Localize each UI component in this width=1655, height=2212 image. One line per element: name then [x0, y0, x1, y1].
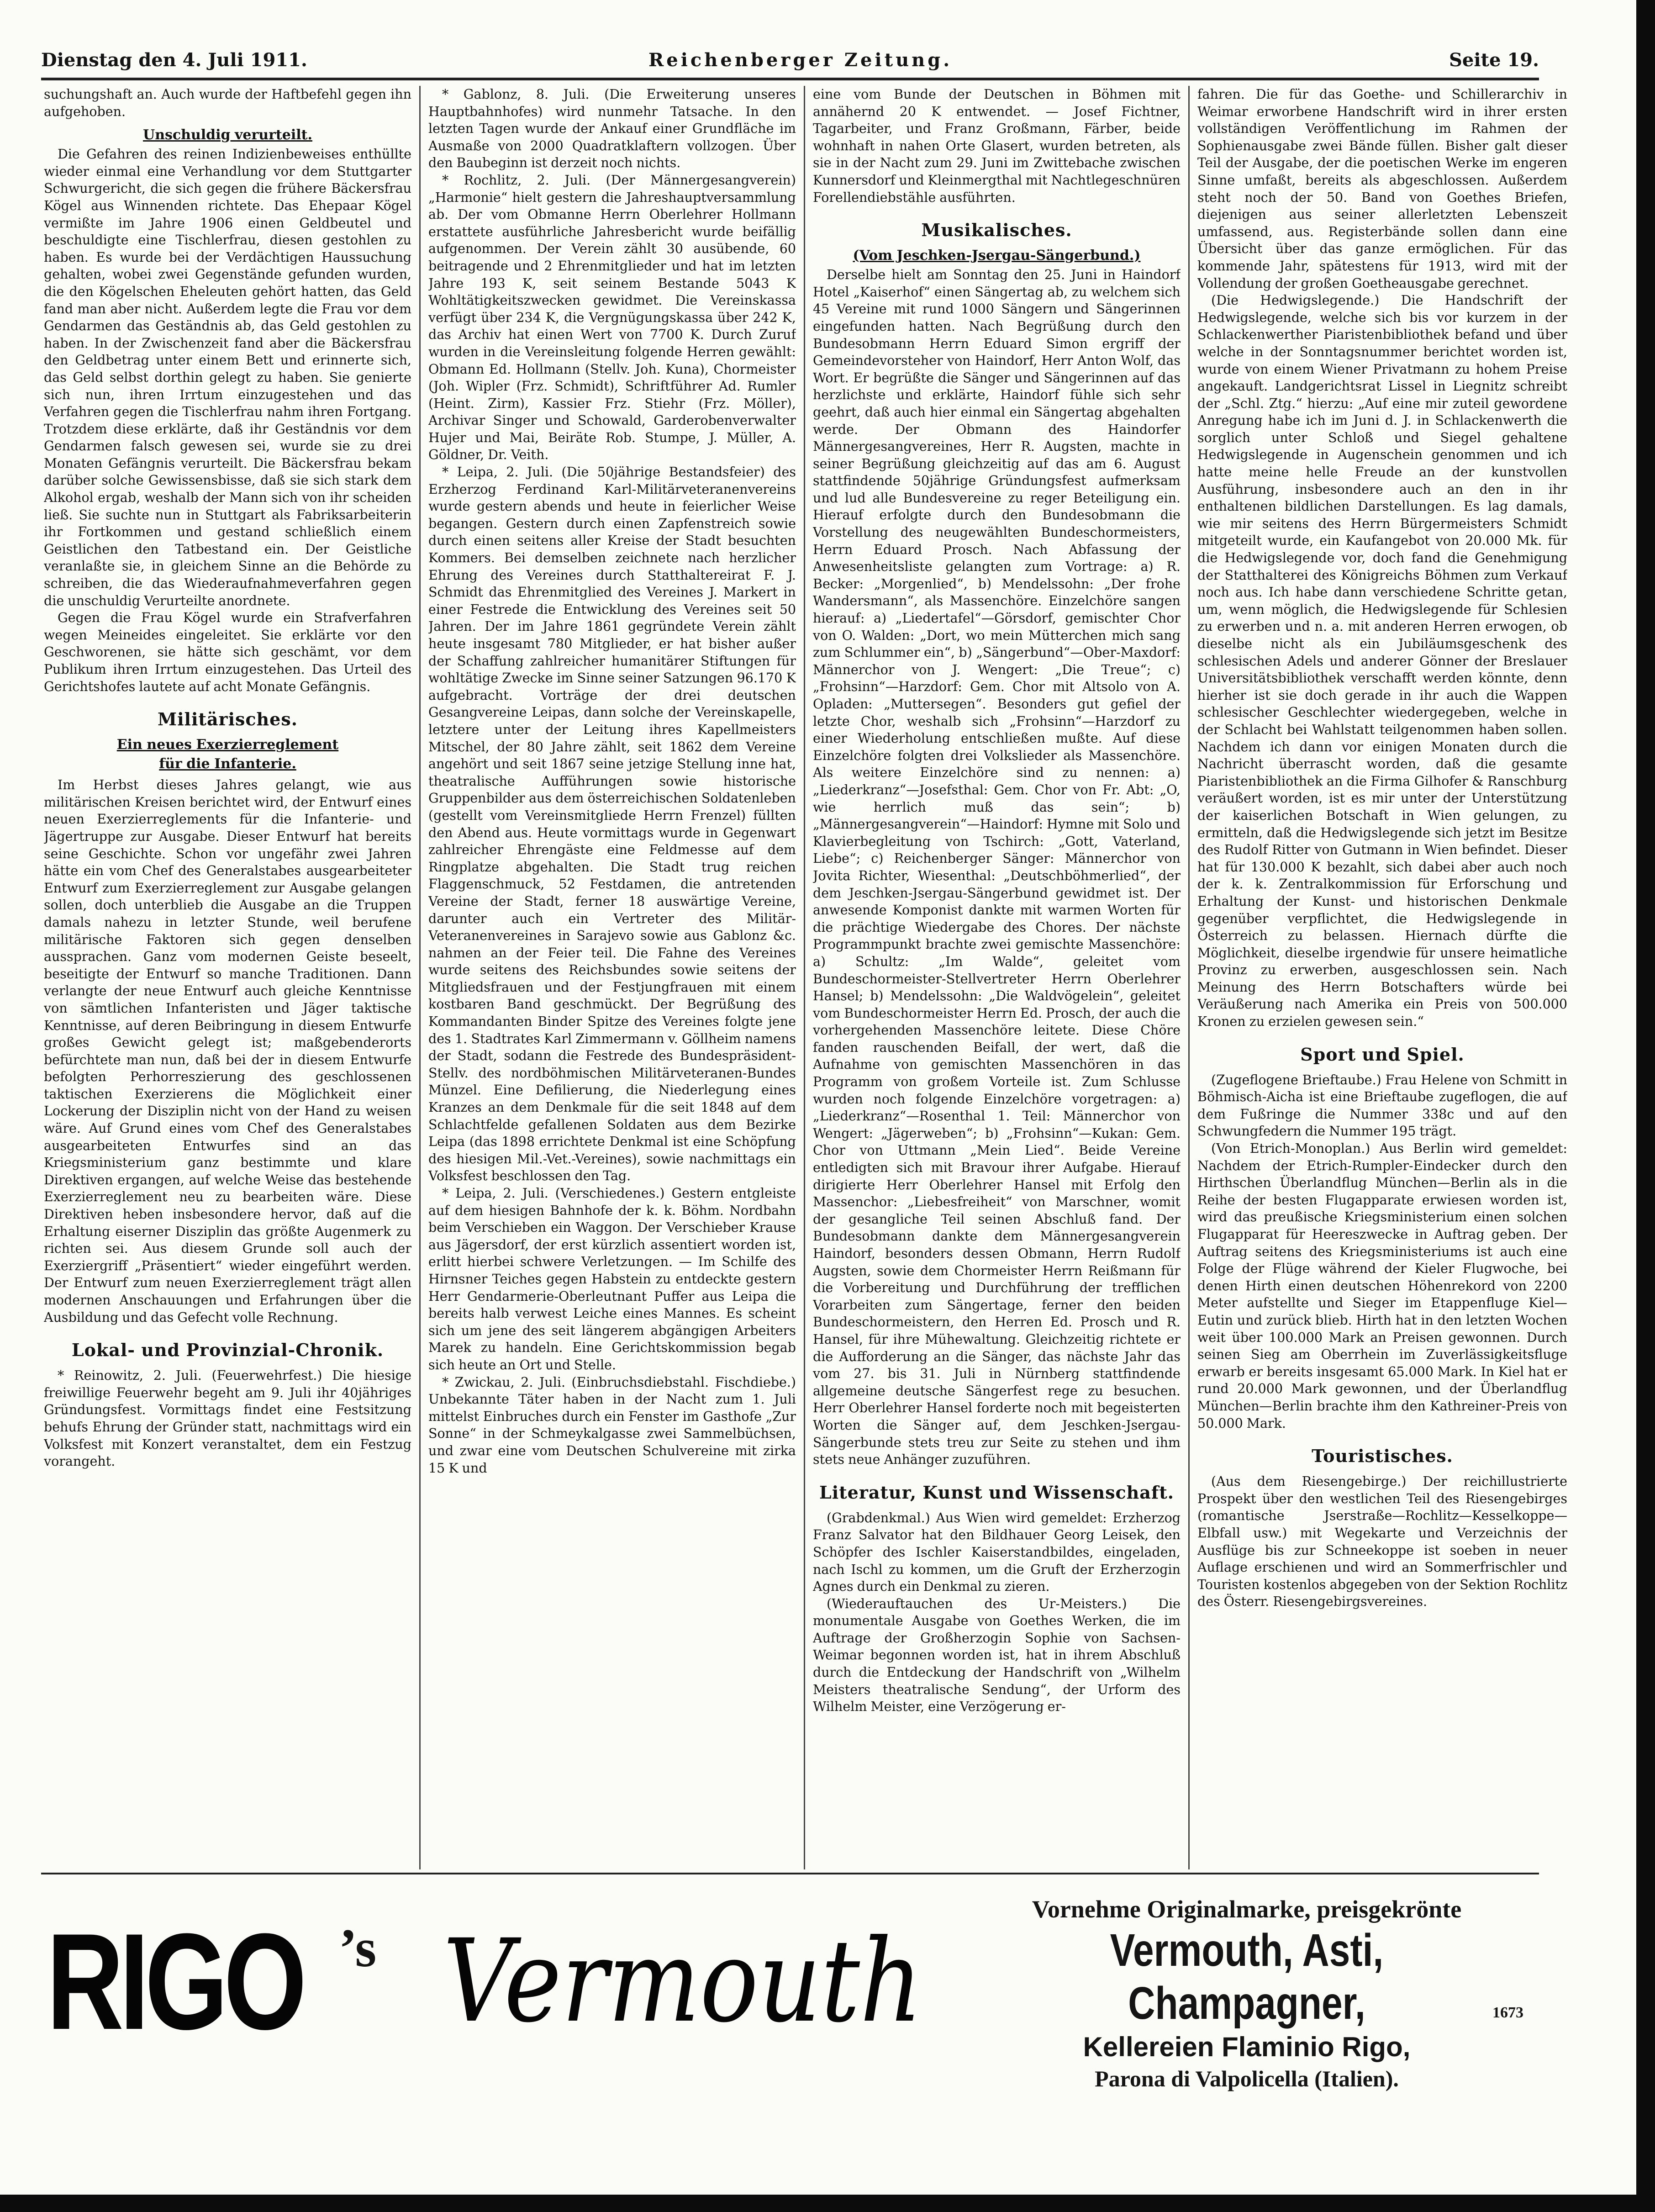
article-continuation: fahren. Die für das Goethe- und Schillerarchiv in Weimar erworbene Handschrift wird in ihrer ersten vollständigen Veröffentlichung im Rahmen der Sophienausgabe zwei Bände füllen. Bisher galt dieser Teil der Ausgabe, der die poetischen Werke im engeren Sinne umfaßt, bereits als abgeschlossen. Außerdem steht noch der 50. Band von Goethes Briefen, diejenigen aus seiner allerletzten Lebenszeit umfassend, aus. Registerbände sollen dann eine Übersicht über das ganze ermöglichen. Für das kommende Jahr, spätestens für 1913, wird mit der Vollendung der großen Goetheausgabe gerechnet.: [1197, 87, 1567, 291]
ad-code: 1673: [1492, 2004, 1523, 2021]
section-heading: Militärisches.: [158, 709, 298, 730]
section-heading: Literatur, Kunst und Wissenschaft.: [819, 1482, 1175, 1503]
article-continuation: suchungshaft an. Auch wurde der Haftbefehl gegen ihn aufgehoben.: [44, 87, 411, 119]
section-heading: Sport und Spiel.: [1300, 1044, 1465, 1065]
ad-brand-name: RIGO: [47, 1905, 303, 2058]
newspaper-title: Reichenberger Zeitung.: [648, 49, 953, 71]
article-paragraph: (Von Etrich-Monoplan.) Aus Berlin wird gemeldet: Nachdem der Etrich-Rumpler-Eindecker durch den Hirthschen Überlandflug München—Berlin als in die Reihe der besten Flugapparate erwiesen worden ist, wird das preußische Kriegsministerium einen solchen Flugapparat für Heereszwecke in Auftrag geben. Der Auftrag seitens des Kriegsministeriums ist auch eine Folge der Flüge während der Kieler Flugwoche, bei denen Hirth einen deutschen Höhenrekord von 2200 Meter aufstellte und Sieger im Etappenfluge Kiel—Eutin und zurück blieb. Hirth hat in den letzten Wochen weit über 100.000 Mark an Preisen gewonnen. Durch seinen Sieg am Oberrhein im Zuverlässigkeitsfluge erwarb er bereits insgesamt 65.000 Mark. In Kiel hat er rund 20.000 Mark gewonnen, und der Überlandflug München—Berlin brachte ihm den Kathreiner-Preis von 50.000 Mark.: [1197, 1141, 1567, 1431]
article-paragraph: Gegen die Frau Kögel wurde ein Strafverfahren wegen Meineides eingeleitet. Sie erklärte vor den Geschworenen, sie hätte sich geschämt, vor dem Publikum ihren Irrtum einzugestehen. Das Urteil des Gerichtshofes lautete auf acht Monate Gefängnis.: [44, 610, 411, 694]
article-paragraph: * Gablonz, 8. Juli. (Die Erweiterung unseres Hauptbahnhofes) wird nunmehr Tatsache. In den letzten Tagen wurde der Ankauf einer Grundfläche im Ausmaße von 2000 Quadratklaftern vollzogen. Über den Baubeginn ist derzeit noch nichts.: [428, 87, 796, 171]
scan-edge-right: [1636, 0, 1655, 2212]
ad-script-wordmark: Vermouth: [443, 1915, 922, 2048]
section-heading: Touristisches.: [1312, 1446, 1453, 1467]
column-rule: [804, 86, 805, 1869]
ad-products: Vermouth, Asti, Champagner,: [1110, 1925, 1384, 2029]
article-paragraph: (Wiederauftauchen des Ur-Meisters.) Die monumentale Ausgabe von Goethes Werken, die im Auftrage der Großherzogin Sophie von Sachsen-Weimar begonnen worden ist, hat in ihrem Abschluß durch die Entdeckung der Handschrift von „Wilhelm Meisters theatralische Sendung“, der Urform des Wilhelm Meister, eine Verzögerung er-: [813, 1596, 1181, 1715]
column-1: [44, 86, 411, 1869]
ad-tagline: Vornehme Originalmarke, preisgekrönte: [1032, 1895, 1462, 1923]
article-paragraph: (Die Hedwigslegende.) Die Handschrift der Hedwigslegende, welche sich bis vor kurzem in der Schlackenwerther Piaristenbibliothek befand und über welche in der Sonntagsnummer berichtet worden ist, wurde von einem Wiener Privatmann zu hohem Preise angekauft. Landgerichtsrat Lissel in Liegnitz schreibt der „Schl. Ztg.“ hierzu: „Auf eine mir zuteil gewordene Anregung habe ich im Juni d. J. in Schlackenwerth die sorglich unter Schloß und Siegel gehaltene Hedwigslegende in Augenschein genommen und ich hatte meine helle Freude an der kunstvollen Ausführung, insbesondere auch an den in ihr enthaltenen bildlichen Darstellungen. Es lag damals, wie mir seitens des Herrn Bürgermeisters Schmidt mitgeteilt wurde, ein Kaufangebot von 20.000 Mk. für die Hedwigslegende vor, doch fand die Genehmigung der Statthalterei des Königreichs Böhmen zum Verkauf noch aus. Ich habe dann verschiedene Schritte getan, um, wenn möglich, die Hedwigslegende für Schlesien zu erwerben und n. a. mit anderen Herren erwogen, ob dieselbe nicht als ein Jubiläumsgeschenk des schlesischen Adels und anderer Gönner der Breslauer Universitätsbibliothek verschafft werden könnte, denn hierher ist sie doch gerade in ihr auch die Wappen schlesischer Geschlechter wiedergegeben, welche in der Schlacht bei Wahlstatt teilgenommen haben sollen. Nachdem ich dann vor einigen Monaten durch die Nachricht überrascht worden, daß die gesamte Piaristenbibliothek an die Firma Gilhofer & Ranschburg veräußert worden, ist es mir unter der Unterstützung der kaiserlichen Botschaft in Wien gelungen, zu ermitteln, daß die Hedwigslegende sich jetzt im Besitze des Rudolf Ritter von Gutmann in Wien befindet. Dieser hat für 130.000 K bezahlt, sich dabei aber auch noch der k. k. Zentralkommission für Erforschung und Erhaltung der Kunst- und historischen Denkmale gegenüber verpflichtet, die Hedwigslegende in Österreich zu belassen. Hiernach dürfte die Möglichkeit, dieselbe irgendwie für unsere heimatliche Provinz zu erwerben, ausgeschlossen sein. Nach Meinung des Herrn Botschafters würde bei Veräußerung nach Amerika ein Preis von 500.000 Kronen zu erzielen gewesen sein.“: [1197, 293, 1567, 1029]
masthead: [41, 46, 1539, 78]
article-heading: (Vom Jeschken-Jsergau-Sängerbund.): [853, 248, 1141, 264]
article-paragraph: Die Gefahren des reinen Indizienbeweises enthüllte wieder einmal eine Verhandlung vor dem Stuttgarter Schwurgericht, die sich gegen die frühere Bäckersfrau Kögel aus Winnenden richtete. Das Ehepaar Kögel vermißte im Jahre 1906 einen Geldbeutel und beschuldigte eine Tischlerfrau, diesen gestohlen zu haben. Es wurde bei der Verdächtigen Haussuchung gehalten, wobei zwei Gegenstände gefunden wurden, die den Kögelschen Eheleuten gehört hatten, das Geld fand man aber nicht. Außerdem legte die Frau vor dem Gendarmen das Geständnis ab, das Geld gestohlen zu haben. In der Zwischenzeit fand aber die Bäckersfrau den Geldbetrag unter einem Bett und erinnerte sich, das Geld selbst dorthin gelegt zu haben. Sie genierte sich nun, ihren Irrtum einzugestehen und das Verfahren gegen die Tischlerfrau nahm ihren Fortgang. Trotzdem diese erklärte, daß ihr Geständnis vor dem Gendarmen falsch gewesen sei, wurde sie zu drei Monaten Gefängnis verurteilt. Die Bäckersfrau bekam darüber solche Gewissensbisse, daß sie sich stark dem Alkohol ergab, weshalb der Mann sich von ihr scheiden ließ. Sie suchte nun in Stuttgart als Fabriksarbeiterin ihr Fortkommen und gestand schließlich einem Geistlichen den Tatbestand ein. Der Geistliche veranlaßte sie, in gleichem Sinne an die Behörde zu schreiben, die das Wiederaufnahmeverfahren gegen die unschuldig Verurteilte anordnete.: [44, 147, 411, 608]
article-paragraph: * Leipa, 2. Juli. (Verschiedenes.) Gestern entgleiste auf dem hiesigen Bahnhofe der k. k. Böhm. Nordbahn beim Verschieben ein Waggon. Der Verschieber Krause aus Jägersdorf, der erst kürzlich assentiert worden ist, erlitt hierbei schwere Verletzungen. — Im Schilfe des Hirnsner Teiches gegen Habstein zu entdeckte gestern Herr Gendarmerie-Oberleutnant Puffer aus Leipa die bereits halb verwest Leiche eines Mannes. Es scheint sich um jene des seit längerem abgängigen Arbeiters Marek zu handeln. Eine Gerichtskommission begab sich heute an Ort und Stelle.: [428, 1186, 796, 1373]
article-paragraph: (Grabdenkmal.) Aus Wien wird gemeldet: Erzherzog Franz Salvator hat den Bildhauer Georg Leisek, den Schöpfer des Ischler Kaiserstandbildes, eingeladen, nach Ischl zu kommen, um die Gruft der Erzherzogin Agnes durch ein Denkmal zu zieren.: [813, 1510, 1181, 1594]
article-subheading: für die Infanterie.: [159, 756, 296, 772]
article-paragraph: * Reinowitz, 2. Juli. (Feuerwehrfest.) Die hiesige freiwillige Feuerwehr begeht am 9. Juli ihr 40jähriges Gründungsfest. Vormittags findet eine Festsitzung behufs Ehrung der Gründer statt, nachmittags wird ein Volksfest mit Konzert veranstaltet, dem ein Festzug vorangeht.: [44, 1368, 411, 1469]
article-paragraph: (Aus dem Riesengebirge.) Der reichillustrierte Prospekt über den westlichen Teil des Riesengebirges (romantische Jserstraße—Rochlitz—Kesselkoppe—Elbfall usw.) mit Wegekarte und Verzeichnis der Ausflüge bis zur Schneekoppe ist soeben in neuer Auflage erschienen und wird an Sommerfrischler und Touristen kostenlos abgegeben von der Sektion Rochlitz des Österr. Riesengebirgsvereines.: [1197, 1474, 1567, 1610]
article-paragraph: * Zwickau, 2. Juli. (Einbruchsdiebstahl. Fischdiebe.) Unbekannte Täter haben in der Nacht zum 1. Juli mittelst Einbruches durch ein Fenster im Gasthofe „Zur Sonne“ in der Schmeykalgasse zwei Sammelbüchsen, und zwar eine vom Deutschen Schulvereine mit zirka 15 K und: [428, 1374, 796, 1476]
issue-date: Dienstag den 4. Juli 1911.: [41, 49, 307, 71]
article-paragraph: * Rochlitz, 2. Juli. (Der Männergesangverein) „Harmonie“ hielt gestern die Jahreshauptversammlung ab. Der vom Obmanne Herrn Oberlehrer Hollmann erstattete ausführliche Jahresbericht wurde beifällig aufgenommen. Der Verein zählt 30 ausübende, 60 beitragende und 2 Ehrenmitglieder und hat im letzten Jahre 193 K, seit seinem Bestande 5043 K Wohltätigkeitszwecken gewidmet. Die Vereinskassa verfügt über 234 K, die Vergnügungskassa über 242 K, das Archiv hat einen Wert von 7700 K. Durch Zuruf wurden in die Vereinsleitung folgende Herren gewählt: Obmann Ed. Hollmann (Stellv. Joh. Kuna), Chormeister (Joh. Wipler (Frz. Schmidt), Schriftführer Ad. Rumler (Heint. Zirm), Kassier Frz. Stiehr (Frz. Möller), Archivar Singer und Schowald, Garderobenverwalter Hujer und Mai, Beiräte Rob. Stumpe, J. Müller, A. Göldner, Dr. Veith.: [428, 172, 796, 463]
article-continuation: eine vom Bunde der Deutschen in Böhmen mit annähernd 20 K entwendet. — Josef Fichtner, Tagarbeiter, und Franz Großmann, Färber, beide wohnhaft in nahen Orte Glasert, wurden betreten, als sie in der Nacht zum 29. Juni im Zwittebache zwischen Kunnersdorf und Kleinmergthal mit Nachtlegeschnüren Forellendiebstähle ausführten.: [813, 87, 1181, 205]
column-2: [428, 86, 796, 1869]
ad-location: Parona di Valpolicella (Italien).: [1095, 2066, 1399, 2091]
column-3: [813, 86, 1181, 1869]
article-paragraph: Derselbe hielt am Sonntag den 25. Juni in Haindorf Hotel „Kaiserhof“ einen Sängertag ab, zu welchem sich 45 Vereine mit rund 1000 Sängern und Sängerinnen eingefunden hatten. Nach Begrüßung durch den Bundesobmann Herrn Eduard Simon ergriff der Gemeindevorsteher von Haindorf, Herr Anton Wolf, das Wort. Er begrüßte die Sänger und Sängerinnen auf das herzlichste und erklärte, Haindorf fühle sich sehr geehrt, daß auch hier einmal ein Sängertag abgehalten werde. Der Obmann des Haindorfer Männergesangvereines, Herr R. Augsten, machte in seiner Begrüßung gleichzeitig auf das am 6. August stattfindende 50jährige Gründungsfest aufmerksam und lud alle Bundesvereine zu reger Beteiligung ein. Hierauf erfolgte durch den Bundesobmann die Vorstellung des neugewählten Bundeschormeisters, Herrn Eduard Prosch. Nach Abfassung der Anwesenheitsliste gelangten zum Vortrage: a) R. Becker: „Morgenlied“, b) Mendelssohn: „Der frohe Wandersmann“, als Massenchöre. Einzelchöre sangen hierauf: a) „Liedertafel“—Görsdorf, gemischter Chor von O. Walden: „Dort, wo mein Mütterchen mich sang zum Schlummer ein“, b) „Sängerbund“—Ober-Maxdorf: Männerchor von J. Wengert: „Die Treue“; c) „Frohsinn“—Harzdorf: Gem. Chor mit Altsolo von A. Opladen: „Muttersegen“. Besonders gut gefiel der letzte Chor, weshalb sich „Frohsinn“—Harzdorf zu einer Wiederholung entschließen mußte. Auf diese Einzelchöre folgten drei Volkslieder als Massenchöre. Als weitere Einzelchöre sind zu nennen: a) „Liederkranz“—Josefsthal: Gem. Chor von Fr. Abt: „O, wie herrlich muß das sein“; b) „Männergesangverein“—Haindorf: Hymne mit Solo und Klavierbegleitung von Tschirch: „Gott, Vaterland, Liebe“; c) Reichenberger Sänger: Männerchor von Jovita Richter, Wiesenthal: „Deutschböhmerlied“, der dem Jeschken-Jsergau-Sängerbund gewidmet ist. Der anwesende Komponist dankte mit warmen Worten für die prächtige Wiedergabe des Chores. Der nächste Programmpunkt brachte zwei gemischte Massenchöre: a) Schultz: „Im Walde“, geleitet vom Bundeschormeister-Stellvertreter Herrn Oberlehrer Hansel; b) Mendelssohn: „Die Waldvögelein“, geleitet vom Bundeschormeister Herrn Ed. Prosch, der auch die vorhergehenden Massenchöre leitete. Diese Chöre fanden rauschenden Beifall, der wert, daß die Aufnahme von gemischten Massenchören in das Programm von großem Vorteile ist. Zum Schlusse wurden noch folgende Einzelchöre vorgetragen: a) „Liederkranz“—Rosenthal 1. Teil: Männerchor von Wengert: „Jägerweben“; b) „Frohsinn“—Kukan: Gem. Chor von Uttmann „Mein Lied“. Beide Vereine entledigten sich mit Bravour ihrer Aufgabe. Hierauf dirigierte Herr Oberlehrer Hansel mit Erfolg den Massenchor: „Liebesfreiheit“ von Marschner, womit der gesangliche Teil seinen Abschluß fand. Der Bundesobmann dankte dem Männergesangverein Haindorf, besonders dessen Obmann, Herrn Rudolf Augsten, sowie dem Chormeister Herrn Reißmann für die Vorbereitung und Durchführung der trefflichen Vorarbeiten zum Sängertage, ferner den beiden Bundeschormeistern, den Herren Ed. Prosch und R. Hansel, für ihre Mühewaltung. Gleichzeitig richtete er die Aufforderung an die Sänger, das nächste Jahr das vom 27. bis 31. Juli in Nürnberg stattfindende allgemeine deutsche Sängerfest rege zu besuchen. Herr Oberlehrer Hansel forderte noch mit begeisterten Worten die Sänger auf, dem Jeschken-Jsergau-Sängerbunde stets treu zur Seite zu stehen und ihm stets neue Anhänger zuzuführen.: [813, 267, 1181, 1468]
ad-company: Kellereien Flaminio Rigo,: [1083, 2032, 1411, 2062]
column-4: [1197, 86, 1567, 1869]
article-paragraph: * Leipa, 2. Juli. (Die 50jährige Bestandsfeier) des Erzherzog Ferdinand Karl-Militärveteranenvereins wurde gestern abends und heute in feierlicher Weise begangen. Gestern durch einen Zapfenstreich sowie durch einen seitens aller Kreise der Stadt besuchten Kommers. Bei demselben zeichnete nach herzlicher Ehrung des Vereines durch Statthaltereirat F. J. Schmidt das Ehrenmitglied des Vereines J. Markert in einer Festrede die Entwicklung des Vereines seit 50 Jahren. Der im Jahre 1861 gegründete Verein zählt heute insgesamt 780 Mitglieder, er hat bisher außer der Schaffung zahlreicher humanitärer Stiftungen für wohltätige Zwecke im Sinne seiner Satzungen 96.170 K aufgebracht. Vorträge der drei deutschen Gesangvereine Leipas, dann solche der Vereinskapelle, letztere unter der Leitung ihres Kapellmeisters Mitschel, der 80 Jahre zählt, seit 1862 dem Vereine angehört und seit 1867 seine jetzige Stellung inne hat, theatralische Aufführungen sowie historische Gruppenbilder aus dem österreichischen Soldatenleben (gestellt vom Vereinsmitgliede Herrn Frenzel) füllten den Abend aus. Heute vormittags wurde in Gegenwart zahlreicher Ehrengäste eine Feldmesse auf dem Ringplatze abgehalten. Die Stadt trug reichen Flaggenschmuck, 52 Festdamen, die antretenden Vereine der Stadt, ferner 18 auswärtige Vereine, darunter auch ein Vertreter des Militär-Veteranenvereines in Sarajevo sowie aus Gablonz &c. nahmen an der Feier teil. Die Fahne des Vereines wurde seitens des Reichsbundes sowie seitens der Mitgliedsfrauen und der Festjungfrauen mit einem kostbaren Band geschmückt. Der Begrüßung des Kommandanten Binder Spitze des Vereines folgte jene des 1. Stadtrates Karl Zimmermann v. Göllheim namens der Stadt, sodann die Festrede des Bundespräsident-Stellv. des nordböhmischen Militärveteranen-Bundes Münzel. Eine Defilierung, die Niederlegung eines Kranzes an dem Denkmale für die seit 1848 auf dem Schlachtfelde gefallenen Soldaten aus dem Bezirke Leipa (das 1898 errichtete Denkmal ist eine Schöpfung des hiesigen Mil.-Vet.-Vereines), sowie nachmittags ein Volksfest beschlossen den Tag.: [428, 465, 796, 1184]
ad-text-block: [954, 1895, 1539, 2093]
article-heading: Unschuldig verurteilt.: [143, 127, 312, 143]
article-paragraph: (Zugeflogene Brieftaube.) Frau Helene von Schmitt in Böhmisch-Aicha ist eine Brieftaube zugeflogen, die auf dem Fußringe die Nummer 338c und auf den Schwungfedern die Nummer 195 trägt.: [1197, 1072, 1567, 1139]
advertisement: [41, 1876, 1539, 2132]
page-number: Seite 19.: [1449, 49, 1539, 71]
column-rule: [419, 86, 421, 1869]
ad-brand-apostrophe: ’s: [339, 1917, 377, 1978]
section-heading: Musikalisches.: [921, 220, 1072, 241]
section-heading: Lokal- und Provinzial-Chronik.: [71, 1340, 384, 1361]
column-rule: [1188, 86, 1190, 1869]
advertisement-rule: [41, 1873, 1539, 1874]
masthead-rule: [41, 78, 1539, 80]
scan-edge-bottom: [0, 2195, 1655, 2212]
article-paragraph: Im Herbst dieses Jahres gelangt, wie aus militärischen Kreisen berichtet wird, der Entwurf eines neuen Exerzierreglements für die Infanterie- und Jägertruppe zur Ausgabe. Dieser Entwurf hat bereits seine Geschichte. Schon vor ungefähr zwei Jahren hätte ein vom Chef des Generalstabes ausgearbeiteter Entwurf zum Exerzierreglement zur Ausgabe gelangen sollen, doch unterblieb die Ausgabe an die Truppen damals nahezu in letzter Stunde, weil berufene militärische Faktoren sich gegen denselben aussprachen. Ganz vom modernen Geiste beseelt, beseitigte der Entwurf so manche Traditionen. Dann verlangte der neue Entwurf auch gleiche Kenntnisse von sämtlichen Infanteristen und Jäger taktische Kenntnisse, auf deren Beibringung in diesem Entwurfe großes Gewicht gelegt ist; maßgebenderorts befürchtete man nun, daß bei der in diesem Entwurfe befolgten Perhorreszierung des geschlossenen taktischen Exerzierens die Möglichkeit einer Lockerung der Disziplin nicht von der Hand zu weisen wäre. Auf Grund eines vom Chef des Generalstabes ausgearbeiteten Entwurfes sind an das Kriegsministerium ganz bestimmte und klare Direktiven ergangen, auf welche Weise das bestehende Exerzierreglement neu zu bearbeiten wäre. Diese Direktiven heben insbesondere hervor, daß auf die Erhaltung eiserner Disziplin das größte Augenmerk zu richten sei. Aus diesem Grunde soll auch der Exerziergriff „Präsentiert“ wieder eingeführt werden. Der Entwurf zum neuen Exerzierreglement trägt allen modernen Anschauungen und Erfahrungen über die Ausbildung und das Gefecht volle Rechnung.: [44, 777, 411, 1325]
article-heading: Ein neues Exerzierreglement: [116, 737, 339, 753]
